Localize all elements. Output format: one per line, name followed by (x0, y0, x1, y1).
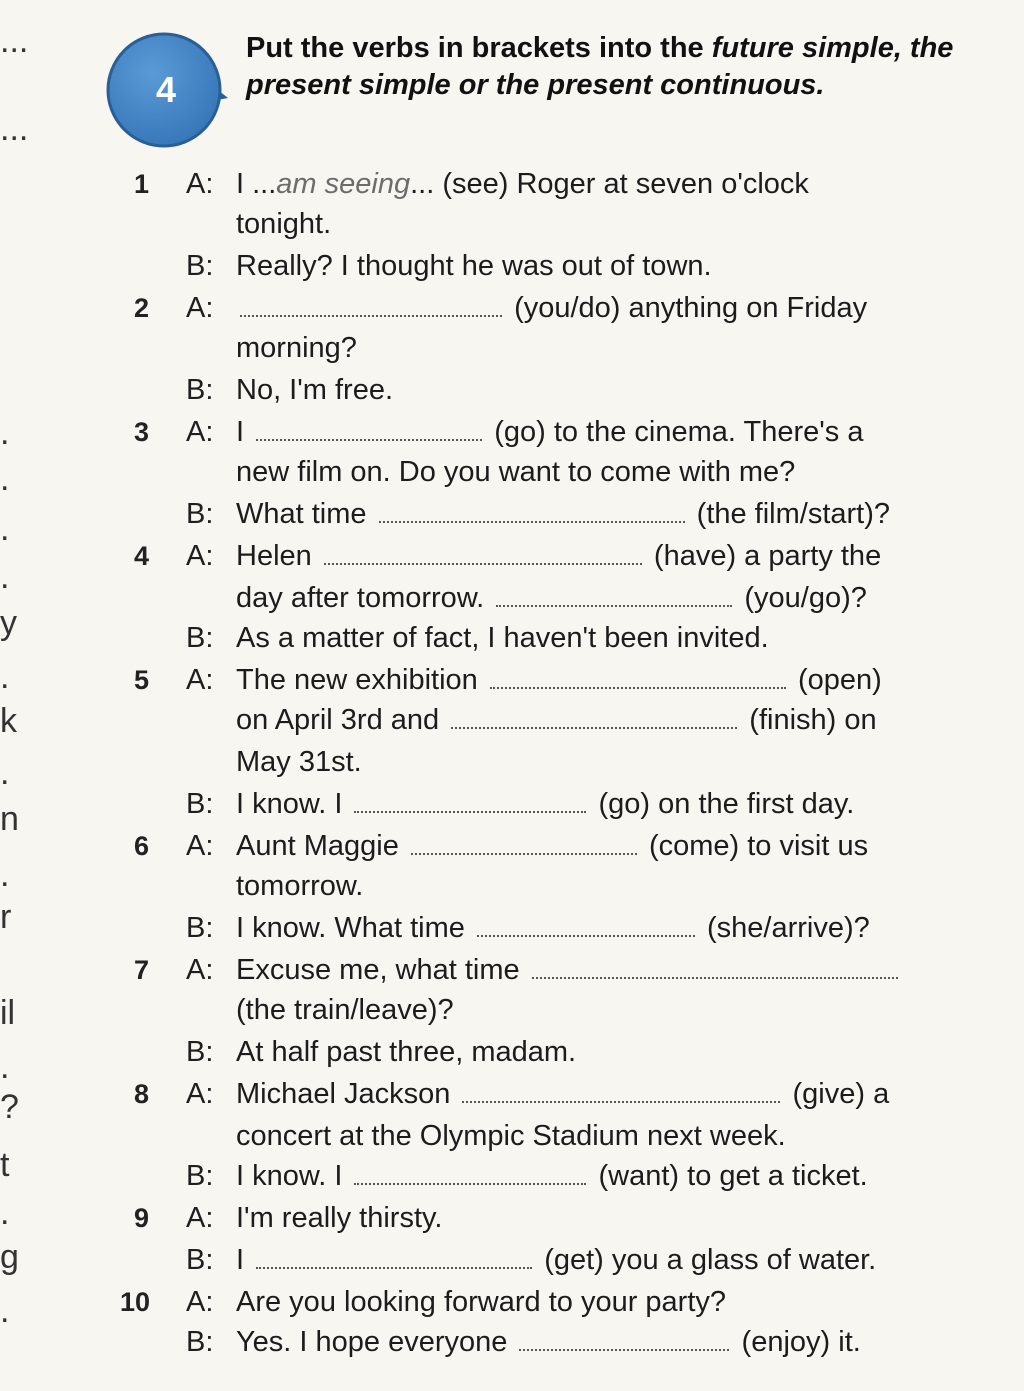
speaker-a-label: A: (186, 168, 214, 200)
margin-fragment: . (0, 754, 10, 792)
answer-blank[interactable] (477, 913, 695, 937)
item-2-line-a: (you/do) anything on Friday (236, 288, 867, 328)
item-10-line-b: Yes. I hope everyone (enjoy) it. (236, 1326, 861, 1358)
answer-blank[interactable] (462, 1079, 780, 1103)
answer-blank[interactable] (240, 293, 502, 317)
speaker-a-label: A: (186, 1286, 214, 1318)
speaker-b-label: B: (186, 498, 214, 530)
item-1-line-a: I ...am seeing... (see) Roger at seven o'clock (236, 168, 809, 200)
item-8-line-a-cont: concert at the Olympic Stadium next week. (236, 1120, 786, 1152)
item-5-line-b: I know. I (go) on the first day. (236, 788, 855, 820)
item-3-line-b: What time (the film/start)? (236, 498, 891, 530)
margin-fragment: . (0, 1292, 10, 1330)
margin-fragment: g (0, 1238, 19, 1276)
margin-fragment: ... (0, 110, 29, 148)
speaker-b-label: B: (186, 1326, 214, 1358)
item-7-line-a-cont: (the train/leave)? (236, 994, 454, 1026)
answer-blank[interactable] (451, 705, 737, 729)
margin-fragment: . (0, 460, 10, 498)
margin-fragment: r (0, 898, 12, 936)
answer-blank[interactable] (490, 665, 786, 689)
item-number: 4 (134, 541, 150, 571)
item-6-line-a-cont: tomorrow. (236, 870, 364, 902)
answer-blank[interactable] (354, 1161, 586, 1185)
example-answer: am seeing (276, 168, 411, 200)
item-5-line-a-cont: on April 3rd and (finish) on (236, 704, 877, 736)
answer-blank[interactable] (496, 583, 732, 607)
answer-blank[interactable] (324, 541, 642, 565)
item-4-line-b: As a matter of fact, I haven't been invited. (236, 622, 769, 654)
item-5-line-a: The new exhibition (open) (236, 664, 882, 696)
margin-fragment: . (0, 1048, 10, 1086)
item-3-line-a-cont: new film on. Do you want to come with me? (236, 456, 796, 488)
item-6-line-b: I know. What time (she/arrive)? (236, 912, 870, 944)
item-number: 7 (134, 955, 150, 985)
speaker-b-label: B: (186, 1160, 214, 1192)
exercise-instruction: Put the verbs in brackets into the future simple, the present simple or the present continuous. (246, 32, 954, 101)
item-4-line-a: Helen (have) a party the (236, 540, 882, 572)
answer-blank[interactable] (256, 417, 482, 441)
item-number: 2 (134, 293, 150, 323)
exercise-number: 4 (155, 69, 177, 110)
item-7-line-a: Excuse me, what time (236, 950, 902, 990)
margin-fragment: . (0, 510, 10, 548)
margin-fragment: ? (0, 1088, 19, 1126)
item-6-line-a: Aunt Maggie (come) to visit us (236, 830, 869, 862)
speaker-b-label: B: (186, 250, 214, 282)
item-7-line-b: At half past three, madam. (236, 1036, 577, 1068)
speaker-a-label: A: (186, 1078, 214, 1110)
speaker-b-label: B: (186, 622, 214, 654)
speaker-a-label: A: (186, 540, 214, 572)
item-9-line-b: I (get) you a glass of water. (236, 1244, 877, 1276)
answer-blank[interactable] (354, 789, 586, 813)
speaker-a-label: A: (186, 292, 214, 324)
item-4-line-a-cont: day after tomorrow. (you/go)? (236, 582, 867, 614)
item-number: 1 (134, 169, 150, 199)
margin-fragment: . (0, 414, 10, 452)
speaker-b-label: B: (186, 1036, 214, 1068)
speaker-a-label: A: (186, 1202, 214, 1234)
margin-fragment: t (0, 1146, 10, 1184)
item-number: 10 (120, 1287, 151, 1317)
margin-fragment: y (0, 604, 17, 642)
item-1-line-a-cont: tonight. (236, 208, 332, 240)
item-8-line-a: Michael Jackson (give) a (236, 1078, 890, 1110)
answer-blank[interactable] (411, 831, 637, 855)
item-3-line-a: I (go) to the cinema. There's a (236, 416, 864, 448)
item-number: 8 (134, 1079, 150, 1109)
item-1-line-b: Really? I thought he was out of town. (236, 250, 712, 282)
margin-fragment: . (0, 558, 10, 596)
item-10-line-a: Are you looking forward to your party? (236, 1286, 727, 1318)
exercise-number-badge (104, 28, 228, 152)
speaker-b-label: B: (186, 374, 214, 406)
item-number: 3 (134, 417, 150, 447)
item-9-line-a: I'm really thirsty. (236, 1202, 443, 1234)
margin-fragment: n (0, 800, 19, 838)
speaker-a-label: A: (186, 830, 214, 862)
speaker-a-label: A: (186, 954, 214, 986)
item-number: 5 (134, 665, 150, 695)
speaker-a-label: A: (186, 664, 214, 696)
margin-fragment: ... (0, 22, 29, 60)
margin-fragment: k (0, 702, 17, 740)
answer-blank[interactable] (519, 1327, 729, 1351)
item-2-line-b: No, I'm free. (236, 374, 394, 406)
answer-blank[interactable] (379, 499, 685, 523)
speaker-b-label: B: (186, 912, 214, 944)
speaker-b-label: B: (186, 788, 214, 820)
speaker-b-label: B: (186, 1244, 214, 1276)
answer-blank[interactable] (256, 1245, 532, 1269)
margin-fragment: . (0, 856, 10, 894)
margin-fragment: . (0, 1194, 10, 1232)
margin-fragment: il (0, 994, 16, 1032)
item-2-line-a-cont: morning? (236, 332, 357, 364)
item-number: 6 (134, 831, 150, 861)
item-8-line-b: I know. I (want) to get a ticket. (236, 1160, 868, 1192)
answer-blank[interactable] (532, 955, 898, 979)
speaker-a-label: A: (186, 416, 214, 448)
item-5-line-a-cont2: May 31st. (236, 746, 362, 778)
item-number: 9 (134, 1203, 150, 1233)
margin-fragment: . (0, 658, 10, 696)
